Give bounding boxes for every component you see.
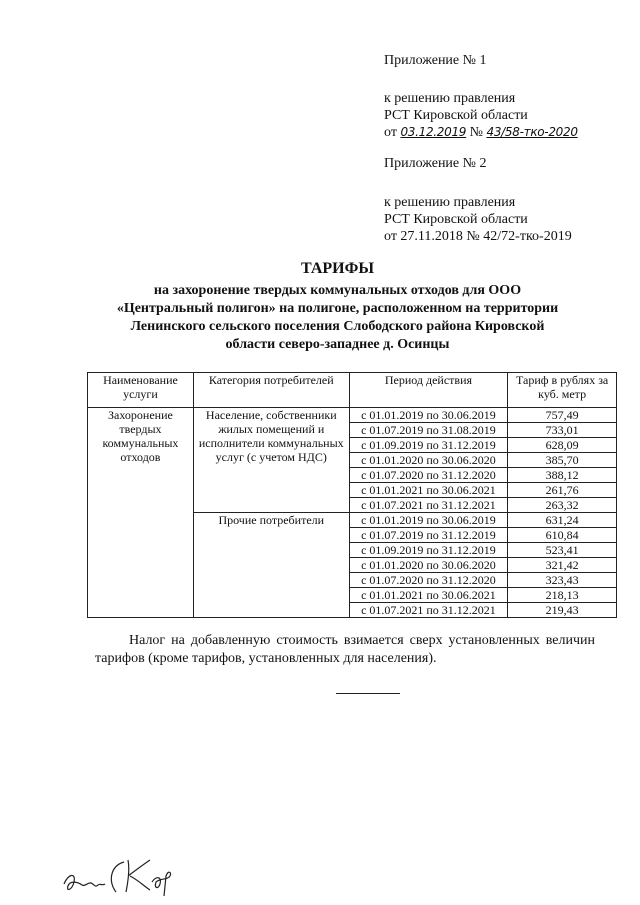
rate-cell: 631,24 [508, 513, 617, 528]
tariff-table [87, 372, 617, 618]
header-service: Наименование услуги [88, 373, 194, 408]
vat-note: Налог на добавленную стоимость взимается сверх установленных величин тарифов (кроме тарифов, установленных для населения). [95, 633, 595, 666]
appendix-1-reference [384, 90, 578, 141]
period-cell: с 01.07.2020 по 31.12.2020 [349, 573, 508, 588]
period-cell: с 01.09.2019 по 31.12.2019 [349, 438, 508, 453]
heading-title: ТАРИФЫ [300, 260, 375, 277]
appendix-2-line1: к решению правления [384, 195, 516, 210]
heading-line1: на захоронение твердых коммунальных отходов для ООО [153, 283, 522, 298]
appendix-1-line2: РСТ Кировской области [384, 108, 528, 123]
rate-cell: 218,13 [508, 588, 617, 603]
period-cell: с 01.09.2019 по 31.12.2019 [349, 543, 508, 558]
appendix-2-title: Приложение № 2 [384, 156, 487, 171]
period-cell: с 01.07.2020 по 31.12.2020 [349, 468, 508, 483]
period-cell: с 01.01.2019 по 30.06.2019 [349, 408, 508, 423]
header-rate: Тариф в рублях за куб. метр [508, 373, 617, 408]
header-category: Категория потребителей [193, 373, 349, 408]
category-cell-other: Прочие потребители [193, 513, 349, 618]
period-cell: с 01.01.2021 по 30.06.2021 [349, 588, 508, 603]
rate-cell: 219,43 [508, 603, 617, 618]
table-row [88, 408, 617, 423]
header-period: Период действия [349, 373, 508, 408]
heading-line3: Ленинского сельского поселения Слободского района Кировской [130, 319, 545, 334]
rate-cell: 610,84 [508, 528, 617, 543]
appendix-1-title: Приложение № 1 [384, 53, 487, 68]
handwritten-date: 03.12.2019 [400, 125, 467, 139]
heading-line4: области северо-западнее д. Осинцы [225, 337, 450, 352]
period-cell: с 01.07.2021 по 31.12.2021 [349, 498, 508, 513]
period-cell: с 01.07.2019 по 31.12.2019 [349, 528, 508, 543]
rate-cell: 385,70 [508, 453, 617, 468]
signature-icon [58, 852, 208, 902]
appendix-1-date-line: от 03.12.2019 № 43/58-тко-2020 [384, 125, 578, 140]
document-heading [85, 260, 590, 354]
rate-cell: 733,01 [508, 423, 617, 438]
period-cell: с 01.01.2020 по 30.06.2020 [349, 453, 508, 468]
handwritten-number: 43/58-тко-2020 [486, 125, 578, 139]
appendix-2-line2: РСТ Кировской области [384, 212, 528, 227]
period-cell: с 01.07.2021 по 31.12.2021 [349, 603, 508, 618]
service-cell: Захоронение твердых коммунальных отходов [88, 408, 194, 618]
appendix-2-line3: от 27.11.2018 № 42/72-тко-2019 [384, 229, 572, 244]
rate-cell: 628,09 [508, 438, 617, 453]
rate-cell: 757,49 [508, 408, 617, 423]
appendix-2-reference [384, 194, 572, 245]
appendix-1-line1: к решению правления [384, 91, 516, 106]
heading-line2: «Центральный полигон» на полигоне, расположенном на территории [116, 301, 559, 316]
category-cell-population: Население, собственники жилых помещений и исполнители коммунальных услуг (с учетом НДС) [193, 408, 349, 513]
rate-cell: 263,32 [508, 498, 617, 513]
rate-cell: 321,42 [508, 558, 617, 573]
period-cell: с 01.01.2021 по 30.06.2021 [349, 483, 508, 498]
rate-cell: 523,41 [508, 543, 617, 558]
period-cell: с 01.07.2019 по 31.08.2019 [349, 423, 508, 438]
rate-cell: 388,12 [508, 468, 617, 483]
rate-cell: 261,76 [508, 483, 617, 498]
table-header-row [88, 373, 617, 408]
rate-cell: 323,43 [508, 573, 617, 588]
period-cell: с 01.01.2019 по 30.06.2019 [349, 513, 508, 528]
divider-line [336, 693, 400, 694]
period-cell: с 01.01.2020 по 30.06.2020 [349, 558, 508, 573]
